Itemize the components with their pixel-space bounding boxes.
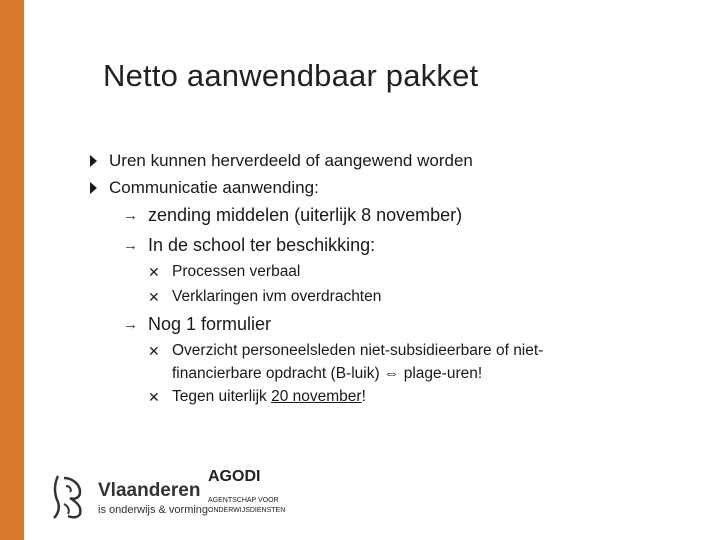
sub-sub-bullet-text: Verklaringen ivm overdrachten: [172, 288, 382, 305]
cross-bullet-icon: ✕: [148, 388, 160, 405]
sub-sub-bullet-item: [148, 388, 366, 406]
cross-bullet-icon: ✕: [148, 288, 160, 305]
sub-bullet-item: [123, 205, 462, 226]
sub-bullet-item: [123, 314, 271, 335]
deadline-suffix: !: [361, 388, 366, 405]
agodi-subtitle: [208, 496, 298, 516]
bullet-text: Communicatie aanwending:: [109, 178, 319, 197]
slide-title: Netto aanwendbaar pakket: [103, 58, 479, 93]
sub-sub-bullet-text: [172, 388, 366, 406]
deadline-prefix: Tegen uiterlijk: [172, 388, 272, 405]
flemish-lion-icon: [50, 472, 90, 520]
arrow-bullet-icon: →: [123, 316, 138, 333]
bullet-text: Uren kunnen herverdeeld of aangewend worden: [109, 151, 473, 170]
sub-bullet-text: Nog 1 formulier: [148, 314, 272, 334]
vlaanderen-tagline: is onderwijs & vorming: [98, 504, 209, 516]
triangle-bullet-icon: [90, 155, 97, 167]
bullet-item: [90, 151, 473, 171]
sub-bullet-text: In de school ter beschikking:: [148, 235, 376, 255]
footer-logos: [50, 466, 300, 526]
sub-sub-bullet-continuation: financierbare opdracht (B-luik) ⇔ plage-uren!: [172, 365, 483, 382]
arrow-bullet-icon: →: [123, 237, 138, 254]
agodi-subtitle-line: ONDERWIJSDIENSTEN: [208, 507, 286, 514]
cross-bullet-icon: ✕: [148, 263, 160, 280]
cross-bullet-icon: ✕: [148, 342, 160, 359]
bullet-item: [90, 178, 319, 198]
sub-sub-bullet-item: [148, 342, 543, 360]
sub-sub-bullet-item: [148, 263, 300, 281]
agodi-subtitle-line: AGENTSCHAP VOOR: [208, 497, 279, 504]
vlaanderen-logo-text: Vlaanderen: [98, 480, 201, 501]
sub-bullet-item: [123, 235, 375, 256]
sub-sub-bullet-text: Overzicht personeelsleden niet-subsidieerbare of niet-: [172, 342, 544, 359]
sub-bullet-text: zending middelen (uiterlijk 8 november): [148, 205, 463, 225]
triangle-bullet-icon: [90, 182, 97, 194]
arrow-bullet-icon: →: [123, 207, 138, 224]
sub-sub-bullet-text: Processen verbaal: [172, 263, 301, 280]
deadline-date: 20 november: [271, 388, 362, 405]
sub-sub-bullet-item: [148, 288, 381, 306]
agodi-logo-text: AGODI: [208, 468, 261, 485]
